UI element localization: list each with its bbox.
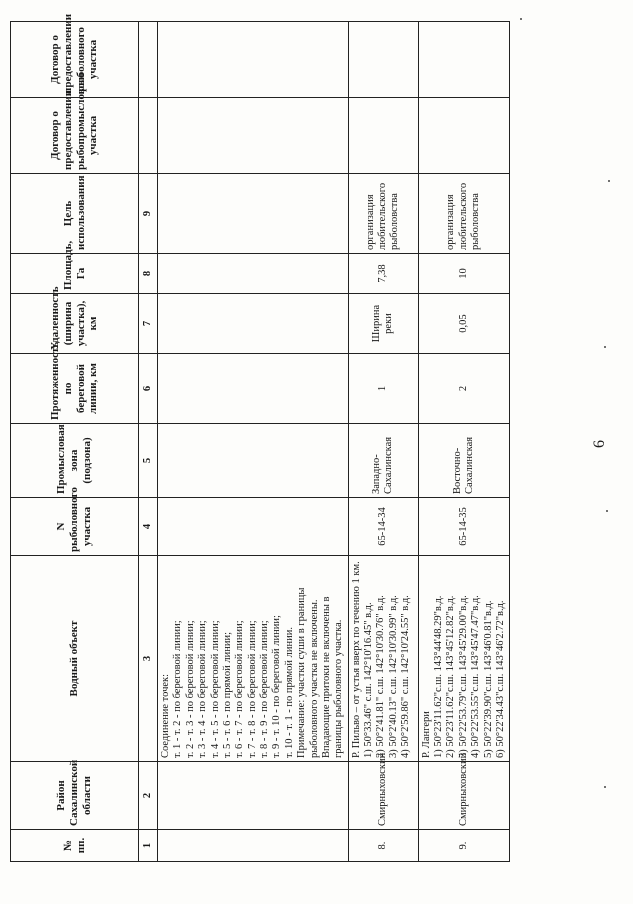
header-zone: Промысловая зона (подзона): [11, 424, 139, 498]
row-zone: Западно-Сахалинская: [348, 424, 418, 498]
header-length: Протяженность по береговой линии, км: [11, 354, 139, 424]
row-plot: 65-14-34: [348, 498, 418, 556]
index-cell: 4: [139, 498, 158, 556]
header-purpose: Цель использования: [11, 174, 139, 254]
index-cell: 3: [139, 556, 158, 762]
header-district: Район Сахалинской области: [11, 762, 139, 830]
row-length: 1: [348, 354, 418, 424]
page-number: 6: [591, 440, 608, 448]
row-num: 9.: [418, 830, 510, 862]
row-contract-fishing: [348, 22, 418, 98]
header-contract-fishery: Договор о предоставлении рыбопромыслового участка: [11, 98, 139, 174]
index-cell: 5: [139, 424, 158, 498]
row-contract-fishery: [348, 98, 418, 174]
scan-speck: [520, 18, 522, 20]
index-row: [139, 22, 158, 862]
row-width: 0,05: [418, 294, 510, 354]
continuation-row: [158, 22, 349, 862]
scan-speck: [606, 510, 608, 512]
row-district: Смирныховский: [348, 762, 418, 830]
row-num: 8.: [348, 830, 418, 862]
index-cell: [139, 22, 158, 98]
row-purpose: организация любительского рыболовства: [418, 174, 510, 254]
row-water: Р. Пильво – от устья вверх по течению 1 км. 1) 50°33.46" с.ш. 142°10'16.45" в.д. 2) 50°2'41.81" с.ш. 142°10'30.76" в.д. 3) 50°2'40.13" с.ш. 142°10'30.99" в.д. 4) 50°2'59.86" с.ш. 142°10'24.55" в.д.: [348, 556, 418, 762]
row-plot: 65-14-35: [418, 498, 510, 556]
row-purpose: организация любительского рыболовства: [348, 174, 418, 254]
row-length: 2: [418, 354, 510, 424]
header-row: [11, 22, 139, 862]
row-width: Ширина реки: [348, 294, 418, 354]
index-cell: 8: [139, 254, 158, 294]
header-width: Удаленность (ширина участка), км: [11, 294, 139, 354]
scan-speck: [608, 180, 610, 182]
header-water: Водный объект: [11, 556, 139, 762]
header-num: № пп.: [11, 830, 139, 862]
row-contract-fishery: [418, 98, 510, 174]
scan-speck: [604, 786, 606, 788]
row-area: 7,38: [348, 254, 418, 294]
header-plot: N рыболовного участка: [11, 498, 139, 556]
rotated-table-stage: [10, 13, 506, 862]
table-row: [418, 22, 510, 862]
table-row: [348, 22, 418, 862]
header-contract-fishing: Договор о предоставлении рыболовного участка: [11, 22, 139, 98]
index-cell: 6: [139, 354, 158, 424]
row-water: Р. Лангери 1) 50°23'11.62"с.ш. 143°44'48.29"в.д. 2) 50°23'11.62"с.ш. 143°45'12.82"в.д. 3) 50°22'53.79"с.ш. 143°45'29.00"в.д. 4) 50°22'53.55"с.ш. 143°45'47.47"в.д. 5) 50°22'39.90"с.ш. 143°46'0.81"в.д. 6) 50°22'34.43"с.ш. 143°46'2.72"в.д.: [418, 556, 510, 762]
scan-speck: [604, 346, 606, 348]
row-area: 10: [418, 254, 510, 294]
row-contract-fishing: [418, 22, 510, 98]
index-cell: 2: [139, 762, 158, 830]
index-cell: 7: [139, 294, 158, 354]
row-district: Смирныховский: [418, 762, 510, 830]
continuation-water: Соединение точек: т. 1 - т. 2 - по береговой линии; т. 2 - т. 3 - по береговой линии; т. 3 - т. 4 - по береговой линии; т. 4 - т. 5 - по береговой линии; т. 5 - т. 6 - по прямой линии; т. 6 - т. 7 - по береговой линии; т. 7 - т. 8 - по береговой линии; т. 8 - т. 9 - по береговой линии; т. 9 - т. 10 - по береговой линии; т. 10 - т. 1 - по прямой линии. Примечание: участки суши в границы рыболовного участка не включены. Впадающие притоки не включены в границы рыболовного участка.: [158, 556, 349, 762]
index-cell: 1: [139, 830, 158, 862]
index-cell: 9: [139, 174, 158, 254]
row-zone: Восточно-Сахалинская: [418, 424, 510, 498]
header-area: Площадь, Га: [11, 254, 139, 294]
index-cell: [139, 98, 158, 174]
fishing-plots-table: [10, 13, 510, 862]
